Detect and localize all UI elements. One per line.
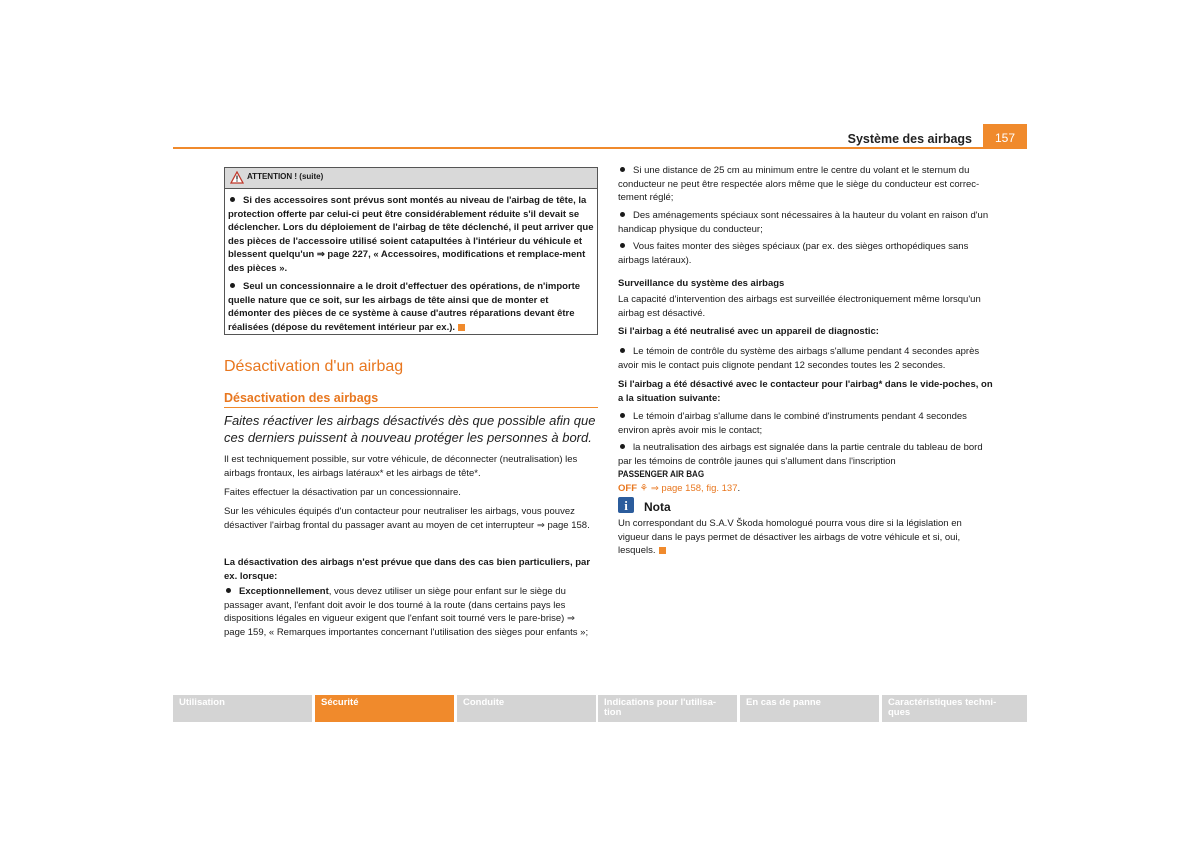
- bullet-icon: [620, 413, 625, 418]
- bullet-icon: [226, 588, 231, 593]
- end-marker-icon: [659, 547, 666, 554]
- body-paragraph-2: Faites effectuer la désactivation par un concessionnaire.: [224, 487, 461, 498]
- tab-label: Utilisation: [179, 697, 225, 708]
- warning-paragraph-2: Seul un concessionnaire a le droit d'effectuer des opérations, de n'importe quelle nature que ce soit, sur les airbags de tête ainsi que de monter et démonter des pièces de ce système à cause d'autres réparations devant être réalisées (dépose du revêtement intérieur par ex.).: [228, 281, 581, 333]
- tab-label-line2: ques: [888, 707, 911, 718]
- surveillance-paragraph: La capacité d'intervention des airbags est surveillée électroniquement même lorsqu'un airbag est désactivé.: [618, 294, 981, 319]
- warning-paragraph-1: Si des accessoires sont prévus sont montés au niveau de l'airbag de tête, la protection offerte par celui-ci peut être considérablement réduite s'il devait se déclencher. Lors du déploiement de l'airbag de tête déclenché, il peut arriver que des pièces de l'accessoire utilisé soient catapultées à l'intérieur du véhicule et blessent quelqu'un ⇒ page 227, « Accessoires, modifications et remplace-ment des pièces ».: [228, 195, 594, 274]
- footer-tab-caracteristiques[interactable]: [882, 695, 1027, 722]
- body-paragraph-1: Il est techniquement possible, sur votre véhicule, de déconnecter (neutralisation) les airbags frontaux, les airbags latéraux* et les airbags de tête*.: [224, 454, 578, 479]
- footer-tab-indications[interactable]: [598, 695, 737, 722]
- note-paragraph: Un correspondant du S.A.V Škoda homologué pourra vous dire si la législation en vigueur dans le pays permet de désactiver les airbags de votre véhicule et si, oui, lesquels.: [618, 518, 962, 557]
- off-label: OFF: [618, 482, 637, 494]
- tab-label: Caractéristiques techni-: [888, 697, 997, 708]
- list-item: Vous faites monter des sièges spéciaux (par ex. des sièges orthopédiques sans airbags latéraux).: [618, 241, 969, 266]
- bullet-icon: [620, 167, 625, 172]
- footer-tab-conduite[interactable]: [457, 695, 596, 722]
- bullet-icon: [230, 283, 235, 288]
- list-item: Des aménagements spéciaux sont nécessaires à la hauteur du volant en raison d'un handicap physique du conducteur;: [618, 210, 989, 235]
- bullet-icon: [230, 197, 235, 202]
- footer-tab-securite[interactable]: [315, 695, 454, 722]
- tab-label: Indications pour l'utilisa-: [604, 697, 717, 708]
- footer-tab-panne[interactable]: [740, 695, 879, 722]
- warning-label: ATTENTION ! (suite): [247, 172, 324, 181]
- warning-triangle-icon: [230, 171, 244, 184]
- tab-label-line2: tion: [604, 707, 622, 718]
- list-item: Exceptionnellement, vous devez utiliser un siège pour enfant sur le siège du passager avant, l'enfant doit avoir le dos tourné à la route (dans certains pays les dispositions légales en vigueur exigent que l'enfant soit tourné vers le pare-brise) ⇒ page 159, « Remarques importantes concernant l'utilisation des sièges pour enfants »;: [224, 586, 589, 638]
- subsection-heading: Désactivation des airbags: [224, 391, 379, 405]
- bullet-icon: [620, 444, 625, 449]
- intro-paragraph: Faites réactiver les airbags désactivés dès que possible afin que ces derniers puissent à nouveau protéger les personnes à bord.: [224, 413, 596, 445]
- warning-header: [225, 168, 597, 189]
- note-title: Nota: [644, 500, 671, 514]
- end-marker-icon: [458, 324, 465, 331]
- subsection-rule: [224, 407, 598, 408]
- page-reference-link[interactable]: ⇒ page 158, fig. 137: [650, 482, 738, 494]
- passenger-airbag-label: PASSENGER AIR BAG: [618, 469, 705, 481]
- switch-heading: Si l'airbag a été désactivé avec le contacteur pour l'airbag* dans le vide-poches, on a la situation suivante:: [618, 379, 993, 404]
- section-heading: Désactivation d'un airbag: [224, 358, 404, 375]
- bullet-icon: [620, 212, 625, 217]
- body-paragraph-3: Sur les véhicules équipés d'un contacteur pour neutraliser les airbags, vous pouvez désactiver l'airbag frontal du passager avant au moyen de cet interrupteur ⇒ page 158.: [224, 506, 590, 531]
- tab-label: Sécurité: [321, 697, 359, 708]
- surveillance-heading: Surveillance du système des airbags: [618, 278, 785, 289]
- page-number: 157: [983, 124, 1027, 149]
- info-icon: i: [618, 497, 634, 513]
- tab-label: Conduite: [463, 697, 505, 708]
- list-item: Si une distance de 25 cm au minimum entre le centre du volant et le sternum du conducteur ne peut être respectée alors même que le siège du conducteur est correc-tement réglé;: [618, 165, 980, 204]
- bullet-icon: [620, 348, 625, 353]
- footer-tab-utilisation[interactable]: [173, 695, 312, 722]
- diagnostic-heading: Si l'airbag a été neutralisé avec un appareil de diagnostic:: [618, 326, 879, 337]
- tab-label: En cas de panne: [746, 697, 821, 708]
- bullet-icon: [620, 243, 625, 248]
- body-paragraph-4: La désactivation des airbags n'est prévue que dans des cas bien particuliers, par ex. lorsque:: [224, 557, 591, 582]
- airbag-off-symbol-icon: ⚘: [639, 482, 649, 494]
- warning-box: [224, 167, 598, 335]
- list-item: Le témoin de contrôle du système des airbags s'allume pendant 4 secondes après avoir mis le contact puis clignote pendant 12 secondes toutes les 2 secondes.: [618, 346, 980, 371]
- list-item: Le témoin d'airbag s'allume dans le combiné d'instruments pendant 4 secondes environ après avoir mis le contact;: [618, 411, 967, 436]
- section-title: Système des airbags: [847, 132, 972, 146]
- list-item: la neutralisation des airbags est signalée dans la partie centrale du tableau de bord par les témoins de contrôle jaunes qui s'allument dans l'inscription PASSENGER AIR BAG OFF ⚘ ⇒ page 158, fig. 137.: [618, 442, 983, 494]
- header-rule: [173, 147, 1027, 149]
